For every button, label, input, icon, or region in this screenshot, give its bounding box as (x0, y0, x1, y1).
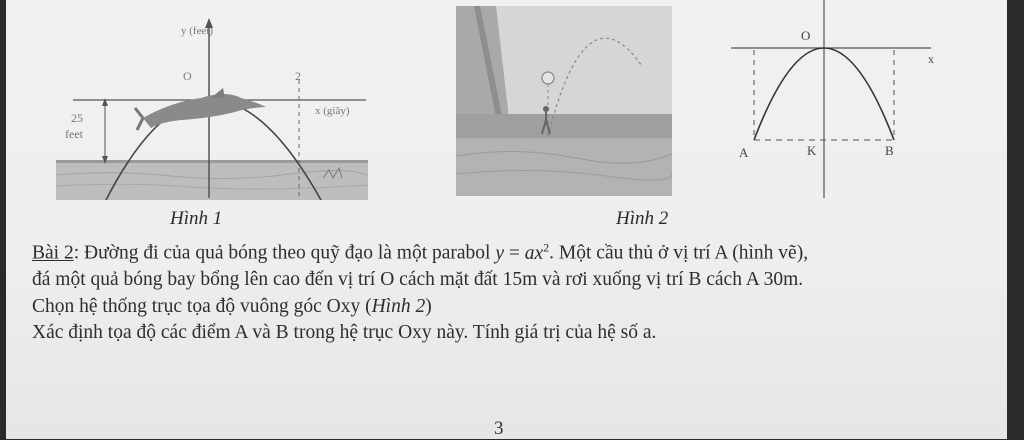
y-axis-label: y (feet) (181, 25, 214, 37)
problem-text (32, 234, 992, 347)
point-k-label: K (807, 143, 817, 158)
x-axis-label: x (giây) (315, 105, 350, 117)
problem-line-1-tail: . Một cầu thủ ở vị trí A (hình vẽ), (549, 242, 809, 264)
page-number: 3 (494, 418, 504, 439)
figure-3-coordinate-diagram (726, 0, 951, 200)
problem-line-3: Chọn hệ thống trục tọa độ vuông góc Oxy (Hình 2) (32, 295, 432, 317)
problem-line-2: đá một quả bóng bay bổng lên cao đến vị trí O cách mặt đất 15m và rơi xuống vị trí B cách A 30m. (32, 269, 804, 290)
point-a-label: A (739, 145, 749, 160)
height-value: 25 (71, 111, 83, 125)
problem-line-1 (32, 234, 992, 267)
x-axis-label: x (928, 52, 934, 66)
origin-label: O (801, 28, 811, 43)
figure-reference: Hình 2 (371, 295, 426, 317)
height-unit: feet (65, 127, 83, 141)
problem-title: Bài 2 (32, 242, 74, 264)
problem-line-1-text: : Đường đi của quả bóng theo quỹ đạo là một parabol (73, 242, 496, 264)
figure-1-dolphin-graph (51, 10, 371, 200)
problem-line-4: Xác định tọa độ các điểm A và B trong hệ trục Oxy này. Tính giá trị của hệ số a. (32, 322, 657, 343)
figure-2-caption: Hình 2 (616, 208, 669, 229)
figure-1-caption: Hình 1 (170, 208, 223, 229)
point-b-label: B (885, 143, 894, 158)
origin-label: O (183, 69, 192, 83)
document-page (6, 0, 1007, 439)
equation: $y = ax^2$ (495, 240, 550, 264)
x-tick-label: 2 (295, 69, 301, 83)
figure-2-photo (456, 6, 672, 196)
